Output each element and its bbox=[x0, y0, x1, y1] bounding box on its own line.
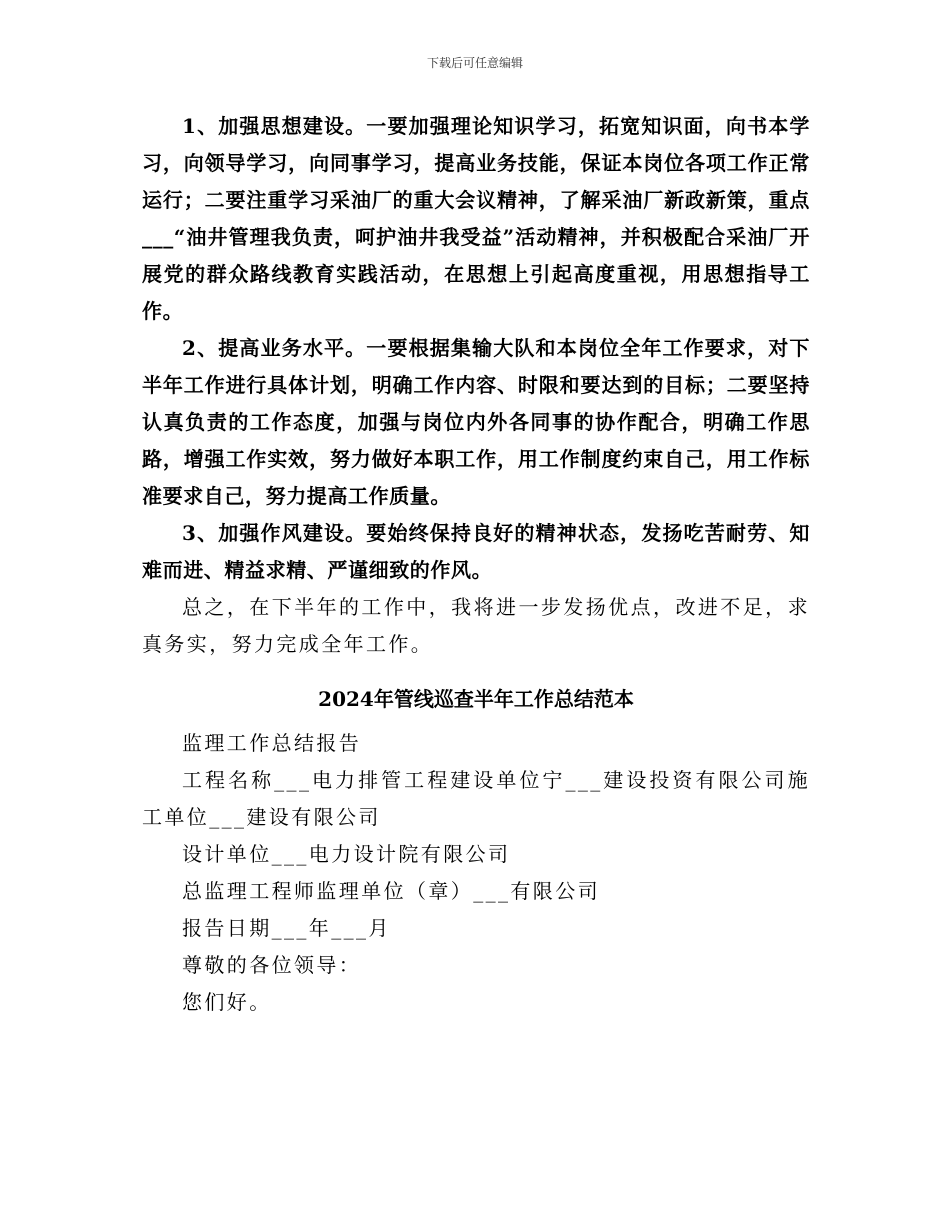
report-line: 总监理工程师监理单位（章）___有限公司 bbox=[182, 879, 600, 903]
report-line: 监理工作总结报告 bbox=[182, 731, 362, 755]
report-line: 您们好。 bbox=[182, 990, 272, 1014]
paragraph-thought-building: 1、加强思想建设。一要加强理论知识学习，拓宽知识面，向书本学习，向领导学习，向同事学习，提高业务技能，保证本岗位各项工作正常运行；二要注重学习采油厂的重大会议精神，了解采油厂新政新策，重点___“油井管理我负责，呵护油井我受益”活动精神，并积极配合采油厂开展党的群众路线教育实践活动，在思想上引起高度重视，用思想指导工作。 bbox=[142, 114, 810, 323]
page-header: 下载后可任意编辑 bbox=[426, 56, 523, 70]
paragraph-business-level: 2、提高业务水平。一要根据集输大队和本岗位全年工作要求，对下半年工作进行具体计划，明确工作内容、时限和要达到的目标；二要坚持认真负责的工作态度，加强与岗位内外各同事的协作配合，明确工作思路，增强工作实效，努力做好本职工作，用工作制度约束自己，用工作标准要求自己，努力提高工作质量。 bbox=[142, 336, 810, 508]
section-title: 2024年管线巡查半年工作总结范本 bbox=[318, 687, 634, 711]
paragraph-work-style: 3、加强作风建设。要始终保持良好的精神状态，发扬吃苦耐劳、知难而进、精益求精、严谨细致的作风。 bbox=[142, 521, 810, 582]
report-line: 设计单位___电力设计院有限公司 bbox=[182, 842, 511, 866]
report-line: 工程名称___电力排管工程建设单位宁___建设投资有限公司施工单位___建设有限公司 bbox=[142, 768, 810, 829]
paragraph-conclusion: 总之，在下半年的工作中，我将进一步发扬优点，改进不足，求真务实，努力完成全年工作。 bbox=[142, 595, 810, 656]
document-body bbox=[142, 108, 810, 1021]
report-line: 报告日期___年___月 bbox=[182, 916, 391, 940]
report-line: 尊敬的各位领导： bbox=[182, 953, 362, 977]
